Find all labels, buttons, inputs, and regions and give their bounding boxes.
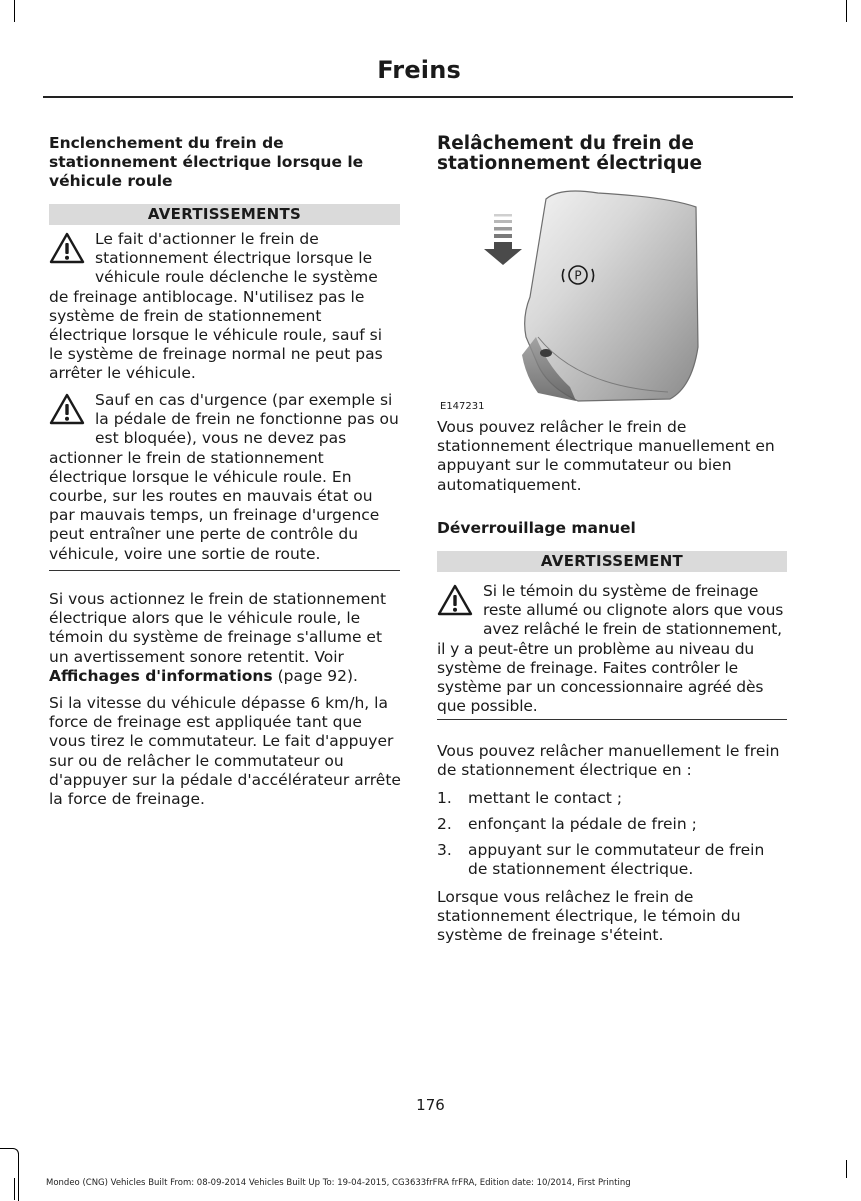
- left-para-1-ref: (page 92).: [272, 666, 358, 685]
- warning-triangle-icon: [437, 582, 483, 636]
- list-item-text: enfonçant la pédale de frein ;: [468, 815, 697, 833]
- warning-bar-right: AVERTISSEMENT: [437, 551, 787, 572]
- warning-bar-left: AVERTISSEMENTS: [49, 204, 400, 225]
- left-para-2: Si la vitesse du véhicule dépasse 6 km/h, la force de freinage est appliquée tant que vous tirez le commutateur. Le fait d'appuyer sur ou de relâcher le commutateur ou d'appuyer sur la pédale d'accélérateur arrête la force de freinage.: [49, 694, 401, 809]
- arrow-line-3: [494, 227, 512, 231]
- footer-text: Mondeo (CNG) Vehicles Built From: 08-09-2014 Vehicles Built Up To: 19-04-2015, CG3633frFRA frFRA, Edition date: 10/2014, First Printing: [46, 1178, 631, 1188]
- list-item: [437, 789, 787, 809]
- page-title: Freins: [377, 56, 461, 84]
- right-list-intro: Vous pouvez relâcher manuellement le frein de stationnement électrique en :: [437, 742, 780, 780]
- right-subheading: Déverrouillage manuel: [437, 519, 636, 537]
- warning-triangle-icon: [49, 391, 95, 445]
- warning-text-right: [437, 582, 789, 716]
- warning-triangle-icon: [49, 230, 95, 284]
- corner-line-bottom-left: [0, 1148, 19, 1201]
- list-item-text: mettant le contact ;: [468, 789, 623, 807]
- left-heading: Enclenchement du frein de stationnement électrique lorsque le véhicule roule: [49, 134, 364, 190]
- list-item-number: 1.: [437, 789, 452, 807]
- crop-mark-top-left: [14, 0, 15, 22]
- arrow-line-4: [494, 234, 512, 238]
- crop-mark-top-right: [846, 0, 847, 22]
- arrow-line-1: [494, 214, 512, 217]
- list-item-number: 2.: [437, 815, 452, 833]
- parking-brake-switch-figure: [478, 187, 704, 405]
- list-item: [437, 815, 787, 835]
- warning-text-2: [49, 391, 400, 564]
- warning-end-rule-left: [49, 570, 400, 571]
- warning-text-1-content: Le fait d'actionner le frein de stationnement électrique lorsque le véhicule roule déclenche le système de freinage antiblocage. N'utilisez pas le système de frein de stationnement électrique lorsque le véhicule roule, sauf si le système de freinage normal ne peut pas arrêter le véhicule.: [49, 230, 383, 383]
- crop-mark-bottom-right: [846, 1160, 847, 1178]
- warning-text-right-content: Si le témoin du système de freinage reste allumé ou clignote alors que vous avez relâché le frein de stationnement, il y a peut-être un problème au niveau du système de freinage. Faites contrôler le système par un concessionnaire agréé dès que possible.: [437, 582, 784, 716]
- right-intro: Vous pouvez relâcher le frein de stationnement électrique manuellement en appuyant sur le commutateur ou bien automatiquement.: [437, 418, 775, 494]
- list-item: [437, 841, 787, 881]
- figure-code: E147231: [440, 401, 485, 412]
- svg-text:P: P: [574, 268, 582, 283]
- list-item-text: appuyant sur le commutateur de frein de stationnement électrique.: [468, 841, 765, 879]
- right-heading: Relâchement du frein de stationnement électrique: [437, 133, 703, 174]
- left-para-1: [49, 590, 401, 686]
- warning-text-2-content: Sauf en cas d'urgence (par exemple si la pédale de frein ne fonctionne pas ou est bloquée), vous ne devez pas actionner le frein de stationnement électrique lorsque le véhicule roule. En courbe, sur les routes en mauvais état ou par mauvais temps, un freinage d'urgence peut entraîner une perte de contrôle du véhicule, voire une sortie de route.: [49, 391, 399, 563]
- warning-text-1: [49, 230, 400, 384]
- warning-end-rule-right: [437, 719, 787, 720]
- list-item-number: 3.: [437, 841, 452, 859]
- page-number: 176: [416, 1096, 445, 1114]
- info-displays-link[interactable]: Affichages d'informations: [49, 666, 273, 685]
- right-closing: Lorsque vous relâchez le frein de stationnement électrique, le témoin du système de freinage s'éteint.: [437, 888, 741, 945]
- title-rule: [43, 96, 793, 98]
- left-para-1-text: Si vous actionnez le frein de stationnement électrique alors que le véhicule roule, le témoin du système de freinage s'allume et un avertissement sonore retentit. Voir: [49, 590, 387, 666]
- arrow-line-2: [494, 220, 512, 223]
